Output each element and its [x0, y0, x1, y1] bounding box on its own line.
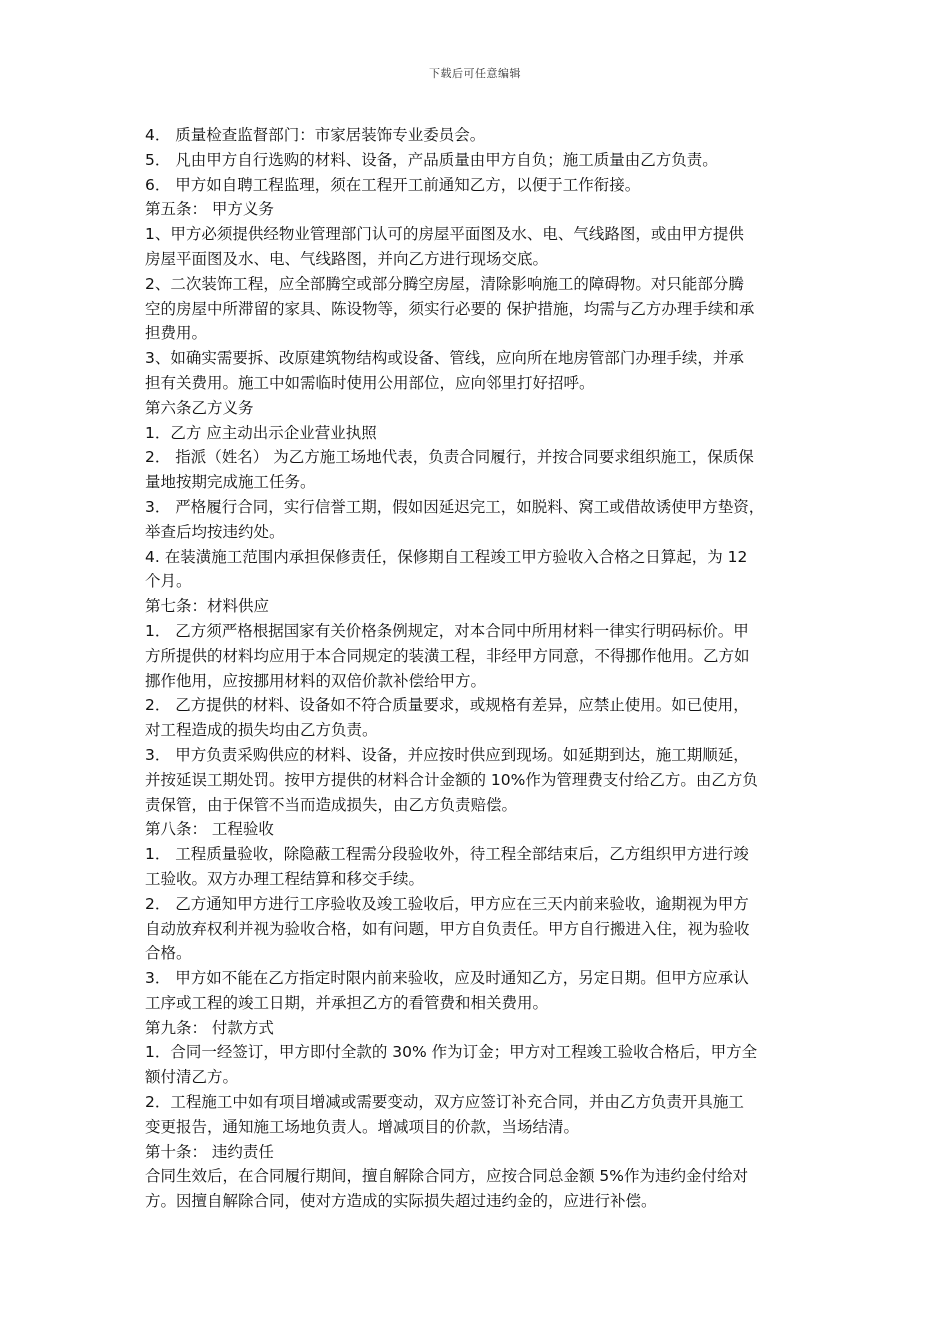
text-line: 额付清乙方。: [145, 1068, 239, 1087]
text-line: 担费用。: [145, 324, 208, 343]
text-line: 3． 严格履行合同，实行信誉工期，假如因延迟完工，如脱料、窝工或借故诱使甲方垫资，: [145, 497, 765, 516]
text-line: 4. 在装潢施工范围内承担保修责任，保修期自工程竣工甲方验收入合格之日算起，为 12: [145, 547, 748, 566]
text-line: 1． 乙方须严格根据国家有关价格条例规定，对本合同中所用材料一律实行明码标价。甲: [145, 621, 749, 640]
text-line: 第七条：材料供应: [145, 597, 270, 616]
text-line: 2． 指派（姓名） 为乙方施工场地代表，负责合同履行，并按合同要求组织施工，保质保: [145, 448, 754, 467]
text-line: 个月。: [145, 572, 192, 591]
text-line: 第六条乙方义务: [145, 398, 254, 417]
text-line: 6． 甲方如自聘工程监理，须在工程开工前通知乙方，以便于工作衔接。: [145, 175, 641, 194]
text-line: 1．乙方 应主动出示企业营业执照: [145, 423, 377, 442]
text-line: 担有关费用。施工中如需临时使用公用部位，应向邻里打好招呼。: [145, 373, 595, 392]
text-line: 工序或工程的竣工日期，并承担乙方的看管费和相关费用。: [145, 993, 549, 1012]
text-line: 1． 工程质量验收，除隐蔽工程需分段验收外，待工程全部结束后，乙方组织甲方进行竣: [145, 845, 749, 864]
text-line: 第九条： 付款方式: [145, 1018, 274, 1037]
text-line: 3． 甲方如不能在乙方指定时限内前来验收，应及时通知乙方，另定日期。但甲方应承认: [145, 969, 749, 988]
text-line: 4． 质量检查监督部门：市家居装饰专业委员会。: [145, 126, 486, 144]
text-line: 量地按期完成施工任务。: [145, 473, 316, 492]
text-line: 空的房屋中所滞留的家具、陈设物等，须实行必要的 保护措施，均需与乙方办理手续和承: [145, 299, 755, 318]
text-line: 责保管，由于保管不当而造成损失，由乙方负责赔偿。: [145, 795, 518, 814]
text-line: 2． 乙方提供的材料、设备如不符合质量要求，或规格有差异，应禁止使用。如已使用，: [145, 696, 749, 715]
text-line: 合格。: [145, 944, 192, 963]
text-line: 5． 凡由甲方自行选购的材料、设备，产品质量由甲方自负；施工质量由乙方负责。: [145, 150, 718, 169]
text-line: 3、如确实需要拆、改原建筑物结构或设备、管线，应向所在地房管部门办理手续，并承: [145, 349, 744, 368]
text-line: 挪作他用，应按挪用材料的双倍价款补偿给甲方。: [145, 671, 487, 690]
text-line: 合同生效后，在合同履行期间，擅自解除合同方，应按合同总金额 5%作为违约金付给对: [145, 1167, 749, 1186]
text-line: 2． 乙方通知甲方进行工序验收及竣工验收后，甲方应在三天内前来验收，逾期视为甲方: [145, 894, 749, 913]
text-line: 1．合同一经签订，甲方即付全款的 30% 作为订金；甲方对工程竣工验收合格后，甲方全: [145, 1043, 758, 1062]
text-line: 3． 甲方负责采购供应的材料、设备，并应按时供应到现场。如延期到达，施工期顺延，: [145, 745, 749, 764]
text-line: 第十条： 违约责任: [145, 1142, 274, 1161]
text-line: 对工程造成的损失均由乙方负责。: [145, 721, 378, 740]
text-line: 举查后均按违约处。: [145, 522, 285, 541]
text-line: 房屋平面图及水、电、气线路图，并向乙方进行现场交底。: [145, 249, 549, 268]
document-body: [145, 123, 815, 1214]
text-line: 方。因擅自解除合同，使对方造成的实际损失超过违约金的，应进行补偿。: [145, 1192, 657, 1211]
text-line: 自动放弃权利并视为验收合格，如有问题，甲方自负责任。甲方自行搬进入住，视为验收: [145, 919, 750, 938]
text-line: 并按延误工期处罚。按甲方提供的材料合计金额的 10%作为管理费支付给乙方。由乙方负: [145, 770, 758, 789]
text-line: 方所提供的材料均应用于本合同规定的装潢工程，非经甲方同意，不得挪作他用。乙方如: [145, 646, 750, 665]
text-line: 2、二次装饰工程，应全部腾空或部分腾空房屋，清除影响施工的障碍物。对只能部分腾: [145, 274, 744, 293]
text-line: 2．工程施工中如有项目增减或需要变动，双方应签订补充合同，并由乙方负责开具施工: [145, 1093, 744, 1112]
text-line: 第八条： 工程验收: [145, 820, 274, 839]
text-line: 变更报告，通知施工场地负责人。增减项目的价款，当场结清。: [145, 1117, 580, 1136]
page-header: 下载后可任意编辑: [429, 67, 521, 80]
text-line: 第五条： 甲方义务: [145, 200, 274, 219]
text-line: 1、甲方必须提供经物业管理部门认可的房屋平面图及水、电、气线路图，或由甲方提供: [145, 225, 744, 244]
text-line: 工验收。双方办理工程结算和移交手续。: [145, 869, 425, 888]
